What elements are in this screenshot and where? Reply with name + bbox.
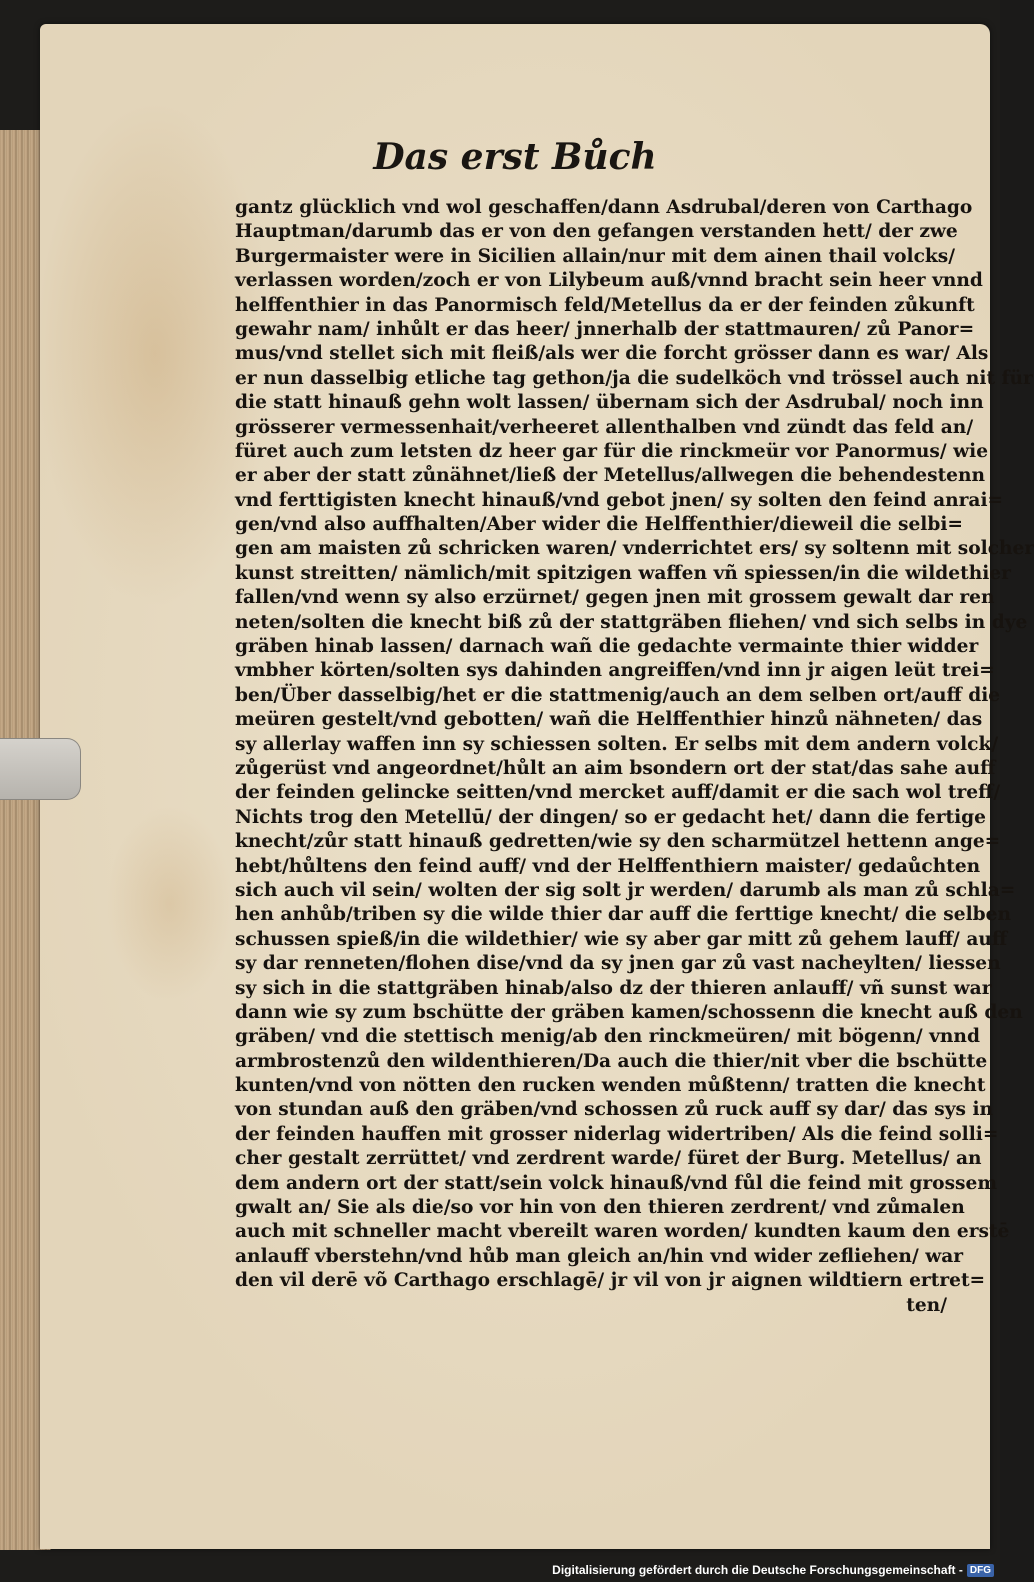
text-line: verlassen worden/zoch er von Lilybeum auß/vnnd bracht sein heer vnnd — [235, 270, 983, 292]
book-page — [40, 24, 1034, 1549]
text-line: armbrostenzů den wildenthieren/Da auch die thier/nit vber die bschütte — [235, 1050, 988, 1072]
text-line: die statt hinauß gehn wolt lassen/ übernam sich der Asdrubal/ noch inn — [235, 392, 984, 414]
dfg-logo: DFG — [967, 1564, 994, 1577]
bookmark-tab — [0, 738, 81, 800]
running-head: Das erst Bůch — [373, 136, 657, 178]
text-line: kunten/vnd von nötten den rucken wenden můßtenn/ tratten die knecht — [235, 1075, 986, 1097]
text-line: er nun dasselbig etliche tag gethon/ja die sudelköch vnd trössel auch nit für — [235, 367, 1033, 389]
text-line: Hauptman/darumb das er von den gefangen verstanden hett/ der zwe — [235, 221, 958, 243]
text-line: den vil derē võ Carthago erschlagē/ jr vil von jr aignen wildtiern ertret= — [235, 1270, 986, 1292]
text-line: Nichts trog den Metellū/ der dingen/ so er gedacht het/ dann die fertige — [235, 806, 987, 828]
text-line: der feinden hauffen mit grosser niderlag widertriben/ Als die feind solli= — [235, 1123, 999, 1145]
text-line: vmbher körten/solten sys dahinden angreiffen/vnd inn jr aigen leüt trei= — [235, 660, 995, 682]
text-line: der feinden gelincke seitten/vnd mercket auff/damit er die sach wol treff/ — [235, 782, 1001, 804]
text-line: gen/vnd also auffhalten/Aber wider die Helffenthier/dieweil die selbi= — [235, 514, 964, 536]
text-line: gantz glücklich vnd wol geschaffen/dann Asdrubal/deren von Carthago — [235, 197, 973, 218]
text-line: schussen spieß/in die wildethier/ wie sy aber gar mitt zů gehem lauff/ auff — [235, 928, 1008, 950]
text-line: sy dar renneten/flohen dise/vnd da sy jnen gar zů vast nacheylten/ liessen — [235, 953, 1001, 975]
digitization-footer — [552, 1560, 994, 1580]
text-line: sy allerlay waffen inn sy schiessen solten. Er selbs mit dem andern volck/ — [235, 733, 999, 755]
text-line: meüren gestelt/vnd gebotten/ wañ die Helffenthier hinzů nähneten/ das — [235, 709, 983, 731]
text-line: dem andern ort der statt/sein volck hinauß/vnd fůl die feind mit grossem — [235, 1172, 998, 1194]
text-line: neten/solten die knecht biß zů der stattgräben fliehen/ vnd sich selbs in dye — [235, 611, 1028, 633]
text-line: sich auch vil sein/ wolten der sig solt jr werden/ darumb als man zů schla= — [235, 879, 1016, 901]
text-line: dann wie sy zum bschütte der gräben kamen/schossenn die knecht auß den — [235, 1001, 1023, 1023]
footer-credit: Digitalisierung gefördert durch die Deutsche Forschungsgemeinschaft - — [552, 1563, 963, 1577]
text-line: helffenthier in das Panormisch feld/Metellus da er der feinden zůkunft — [235, 294, 975, 316]
text-line: er aber der statt zůnähnet/ließ der Metellus/allwegen die behendestenn — [235, 465, 986, 487]
text-line: hebt/hůltens den feind auff/ vnd der Helffenthiern maister/ gedaůchten — [235, 855, 981, 877]
text-line: gräben hinab lassen/ darnach wañ die gedachte vermainte thier widder — [235, 636, 979, 658]
text-line: gräben/ vnd die stettisch menig/ab den rinckmeüren/ mit bögenn/ vnnd — [235, 1026, 980, 1048]
text-line: kunst streitten/ nämlich/mit spitzigen waffen vñ spiessen/in die wildethier — [235, 562, 1011, 584]
text-line: ten/ — [906, 1294, 947, 1316]
text-line: gen am maisten zů schricken waren/ vnderrichtet ers/ sy soltenn mit solcher — [235, 538, 1034, 560]
text-line: zůgerüst vnd angeordnet/hůlt an aim bsondern ort der stat/das sahe auff — [235, 757, 996, 779]
text-line: gewahr nam/ inhůlt er das heer/ jnnerhalb der stattmauren/ zů Panor= — [235, 318, 975, 340]
text-line: von stundan auß den gräben/vnd schossen zů ruck auff sy dar/ das sys in — [235, 1099, 994, 1121]
text-line: auch mit schneller macht vbereilt waren worden/ kundten kaum den erstē — [235, 1221, 1010, 1243]
text-line: sy sich in die stattgräben hinab/also dz der thieren anlauff/ vñ sunst war — [235, 977, 992, 999]
body-text — [235, 196, 1034, 1318]
text-line: fallen/vnd wenn sy also erzürnet/ gegen jnen mit grossem gewalt dar ren — [235, 587, 995, 609]
text-line: grösserer vermessenhait/verheeret allenthalben vnd zündt das feld an/ — [235, 416, 974, 438]
text-line: gwalt an/ Sie als die/so vor hin von den thieren zerdrent/ vnd zůmalen — [235, 1197, 965, 1219]
text-line: ben/Über dasselbig/het er die stattmenig/auch an dem selben ort/auff die — [235, 684, 1001, 706]
text-line: füret auch zum letsten dz heer gar für die rinckmeür vor Panormus/ wie — [235, 440, 989, 462]
text-line: Burgermaister were in Sicilien allain/nur mit dem ainen thail volcks/ — [235, 245, 956, 267]
text-line: cher gestalt zerrüttet/ vnd zerdrent warde/ füret der Burg. Metellus/ an — [235, 1148, 982, 1170]
text-line: knecht/zůr statt hinauß gedretten/wie sy den scharmützel hettenn ange= — [235, 831, 1001, 853]
text-line: mus/vnd stellet sich mit fleiß/als wer die forcht grösser dann es war/ Als — [235, 343, 989, 365]
text-line: hen anhůb/triben sy die wilde thier dar auff die ferttige knecht/ die selben — [235, 904, 1011, 926]
text-line: anlauff vberstehn/vnd hůb man gleich an/hin vnd wider zefliehen/ war — [235, 1245, 964, 1267]
text-line: vnd ferttigisten knecht hinauß/vnd gebot jnen/ sy solten den feind anrai= — [235, 489, 1004, 511]
